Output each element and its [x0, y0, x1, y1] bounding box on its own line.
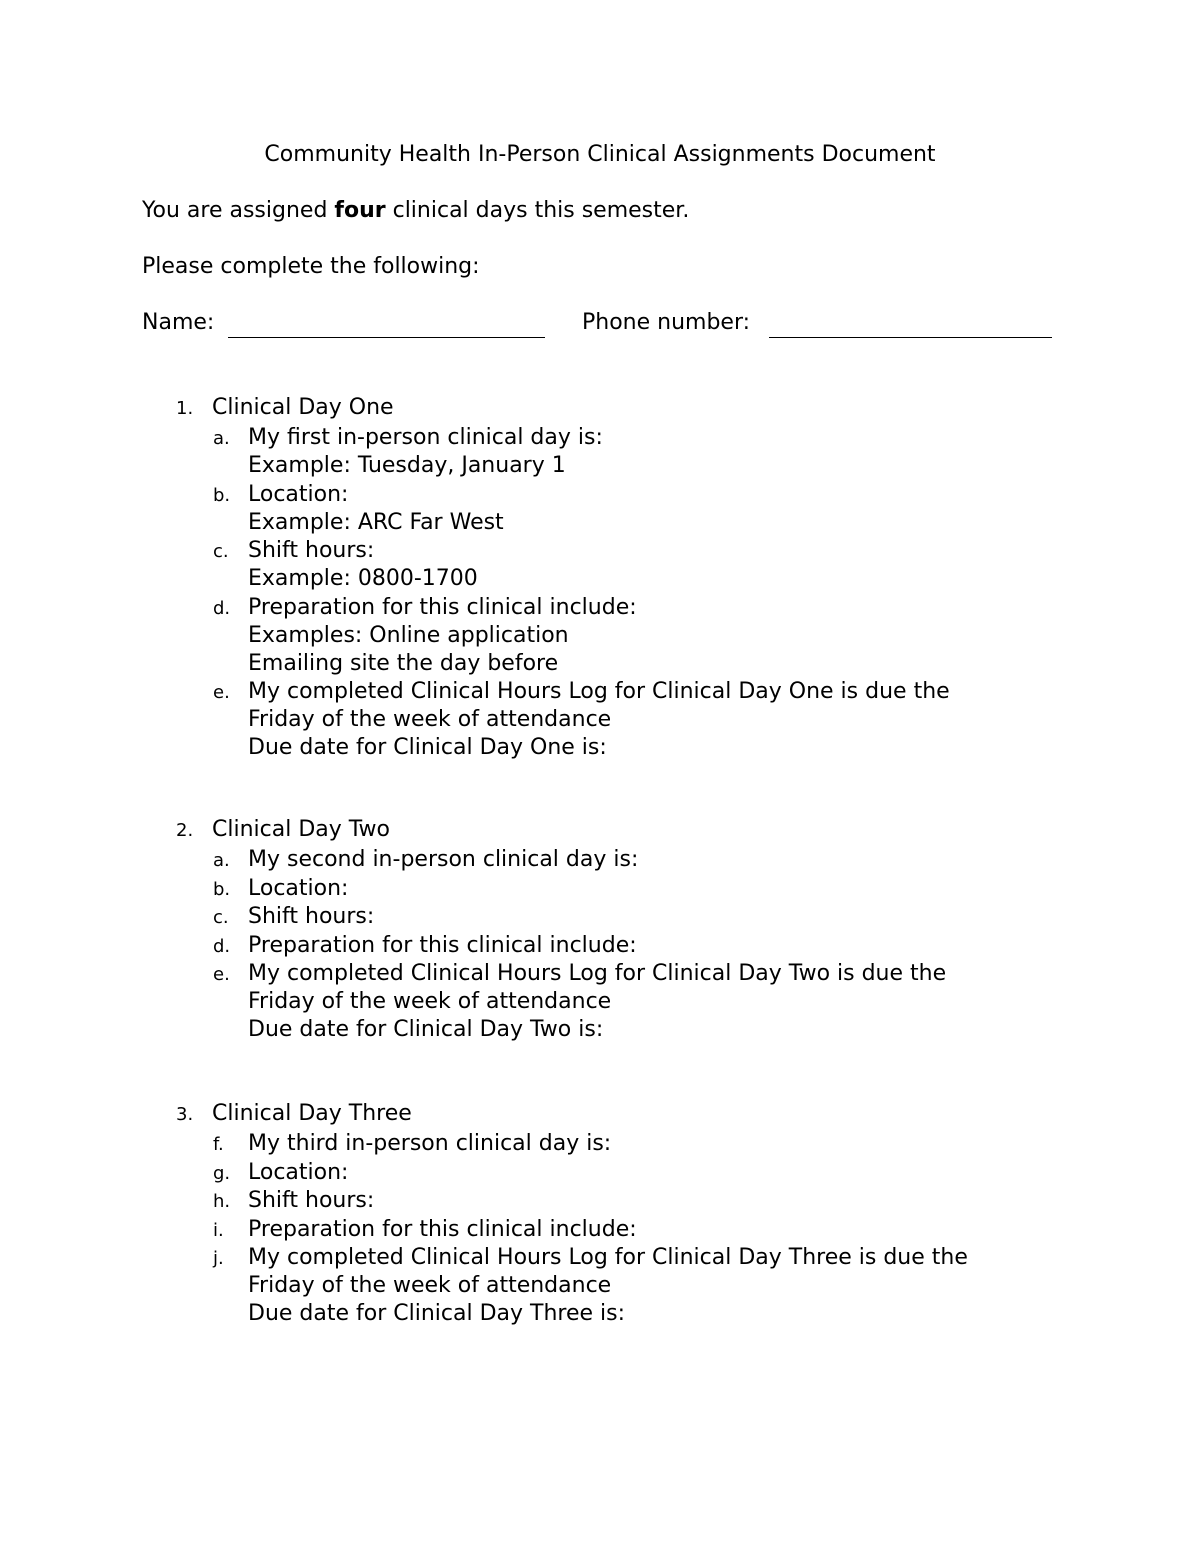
instruction-paragraph: Please complete the following:	[142, 254, 480, 279]
item-letter: g.	[213, 1162, 231, 1184]
item-text: Shift hours:	[248, 538, 375, 563]
item-text: My second in-person clinical day is:	[248, 847, 639, 872]
phone-blank-line[interactable]	[769, 337, 1052, 338]
section-number: 1.	[176, 398, 194, 419]
phone-label: Phone number:	[582, 310, 751, 335]
item-text: My completed Clinical Hours Log for Clinical Day One is due the	[248, 679, 950, 704]
item-letter: a.	[213, 428, 230, 449]
item-subtext: Due date for Clinical Day Three is:	[248, 1301, 626, 1326]
item-text: Shift hours:	[248, 904, 375, 929]
intro-text-bold: four	[334, 198, 386, 223]
item-letter: d.	[213, 597, 231, 619]
item-text: Location:	[248, 875, 349, 901]
item-subtext: Friday of the week of attendance	[248, 989, 612, 1014]
item-subtext: Due date for Clinical Day Two is:	[248, 1017, 604, 1042]
item-text: Location:	[248, 481, 349, 507]
item-text: Preparation for this clinical include:	[248, 594, 637, 620]
section-number: 2.	[176, 820, 194, 841]
section-heading: Clinical Day One	[212, 395, 394, 420]
item-text: Shift hours:	[248, 1188, 375, 1213]
item-letter: h.	[213, 1191, 231, 1212]
item-text: My completed Clinical Hours Log for Clinical Day Two is due the	[248, 961, 947, 986]
intro-paragraph	[142, 197, 689, 225]
item-subtext: Due date for Clinical Day One is:	[248, 735, 607, 760]
name-blank-line[interactable]	[228, 337, 545, 338]
item-letter: b.	[213, 484, 231, 506]
intro-text-after: clinical days this semester.	[385, 198, 690, 223]
item-letter: b.	[213, 878, 231, 900]
item-letter: d.	[213, 935, 231, 957]
item-text: Location:	[248, 1159, 349, 1185]
item-subtext: Example: 0800-1700	[248, 566, 478, 591]
item-letter: c.	[213, 541, 229, 562]
section-heading: Clinical Day Two	[212, 817, 391, 842]
document-title: Community Health In-Person Clinical Assignments Document	[264, 142, 936, 167]
item-subtext: Example: ARC Far West	[248, 509, 504, 535]
section-number: 3.	[176, 1104, 194, 1125]
item-text: Preparation for this clinical include:	[248, 1216, 637, 1242]
item-subtext: Examples: Online application	[248, 622, 569, 648]
intro-text-before: You are assigned	[142, 198, 335, 223]
item-subtext: Friday of the week of attendance	[248, 1273, 612, 1298]
item-text: My first in-person clinical day is:	[248, 425, 603, 450]
item-letter: i.	[213, 1219, 224, 1241]
item-text: Preparation for this clinical include:	[248, 932, 637, 958]
item-subtext: Example: Tuesday, January 1	[248, 453, 566, 478]
section-heading: Clinical Day Three	[212, 1101, 412, 1126]
item-letter: j.	[213, 1248, 224, 1269]
item-text: My completed Clinical Hours Log for Clinical Day Three is due the	[248, 1245, 968, 1270]
item-letter: e.	[213, 964, 230, 985]
name-label: Name:	[142, 310, 215, 335]
item-letter: c.	[213, 907, 229, 928]
item-text: My third in-person clinical day is:	[248, 1131, 612, 1156]
item-subtext: Emailing site the day before	[248, 650, 559, 676]
item-subtext: Friday of the week of attendance	[248, 707, 612, 732]
item-letter: e.	[213, 682, 230, 703]
item-letter: a.	[213, 850, 230, 871]
item-letter: f.	[213, 1134, 224, 1155]
